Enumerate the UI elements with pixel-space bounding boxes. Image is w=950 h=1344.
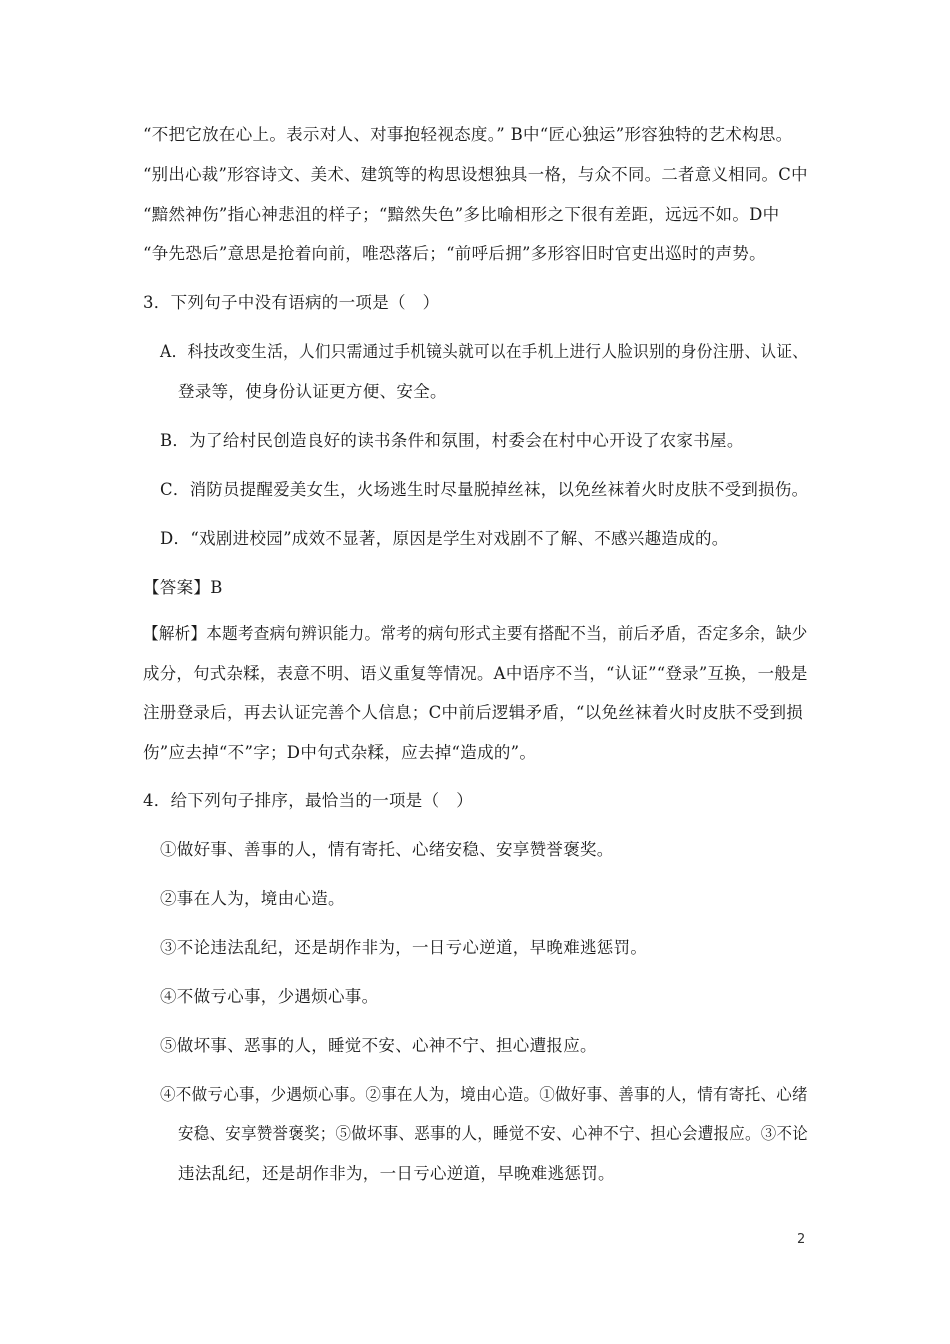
q2-analysis-line-2: “别出心裁”形容诗文、美术、建筑等的构思设想独具一格，与众不同。二者意义相同。C中	[143, 165, 808, 184]
q3-option-d: D．“戏剧进校园”成效不显著，原因是学生对戏剧不了解、不感兴趣造成的。	[160, 529, 729, 548]
page-number: 2	[797, 1232, 806, 1247]
q3-answer: 【答案】B	[143, 578, 223, 597]
q3-option-a-line-1: A．科技改变生活，人们只需通过手机镜头就可以在手机上进行人脸识别的身份注册、认证、	[160, 342, 809, 361]
q2-analysis-line-3: “黯然神伤”指心神悲沮的样子；“黯然失色”多比喻相形之下很有差距，远远不如。D中	[143, 205, 780, 224]
q3-option-c: C．消防员提醒爱美女生，火场逃生时尽量脱掉丝袜，以免丝袜着火时皮肤不受到损伤。	[160, 480, 809, 499]
q3-analysis-line-4: 伤”应去掉“不”字；D中句式杂糅，应去掉“造成的”。	[143, 743, 537, 762]
q3-analysis-line-3: 注册登录后，再去认证完善个人信息；C中前后逻辑矛盾，“以免丝袜着火时皮肤不受到损	[143, 703, 804, 722]
q2-analysis-line-4: “争先恐后”意思是抢着向前，唯恐落后；“前呼后拥”多形容旧时官吏出巡时的声势。	[143, 244, 766, 263]
q3-stem: 3．下列句子中没有语病的一项是（ ）	[143, 293, 440, 312]
q4-stem: 4．给下列句子排序，最恰当的一项是（ ）	[143, 791, 473, 810]
q4-item-4: ④不做亏心事，少遇烦心事。	[160, 987, 379, 1006]
q4-order-line-1: ④不做亏心事，少遇烦心事。②事在人为，境由心造。①做好事、善事的人，情有寄托、心绪	[160, 1085, 808, 1104]
q3-option-b: B．为了给村民创造良好的读书条件和氛围，村委会在村中心开设了农家书屋。	[160, 431, 744, 450]
q3-analysis-line-2: 成分，句式杂糅，表意不明、语义重复等情况。A中语序不当，“认证”“登录”互换，一般是	[143, 664, 808, 683]
q4-item-5: ⑤做坏事、恶事的人，睡觉不安、心神不宁、担心遭报应。	[160, 1036, 597, 1055]
q3-analysis-line-1: 【解析】本题考查病句辨识能力。常考的病句形式主要有搭配不当，前后矛盾，否定多余，缺少	[143, 624, 808, 643]
q2-analysis-line-1: “不把它放在心上。表示对人、对事抱轻视态度。” B中“匠心独运”形容独特的艺术构思。	[143, 125, 793, 144]
q4-item-2: ②事在人为，境由心造。	[160, 889, 345, 908]
q4-order-line-3: 违法乱纪，还是胡作非为，一日亏心逆道，早晚难逃惩罚。	[178, 1164, 615, 1183]
q4-item-1: ①做好事、善事的人，情有寄托、心绪安稳、安享赞誉褒奖。	[160, 840, 614, 859]
q4-order-line-2: 安稳、安享赞誉褒奖；⑤做坏事、恶事的人，睡觉不安、心神不宁、担心会遭报应。③不论	[178, 1124, 808, 1143]
q3-option-a-line-2: 登录等，使身份认证更方便、安全。	[178, 382, 447, 401]
q4-item-3: ③不论违法乱纪，还是胡作非为，一日亏心逆道，早晚难逃惩罚。	[160, 938, 648, 957]
